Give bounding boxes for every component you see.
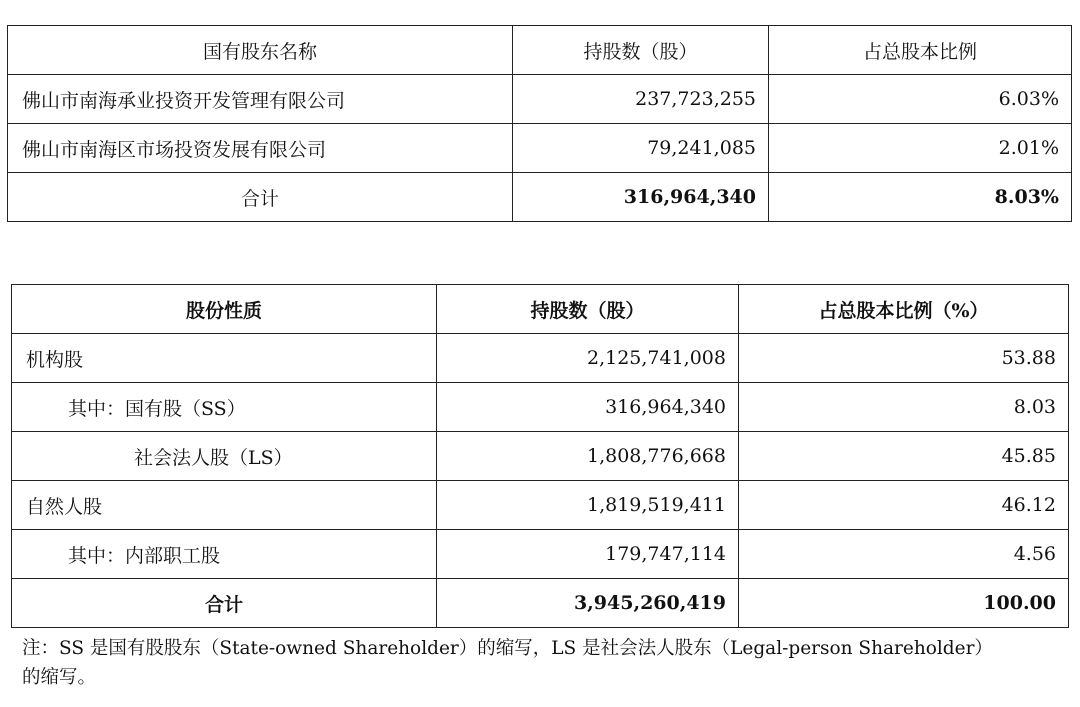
ratio-value: 4.56 (739, 530, 1069, 579)
ratio-value: 2.01% (769, 124, 1072, 173)
column-header-share-nature: 股份性质 (12, 285, 437, 334)
column-header-shares: 持股数（股） (513, 26, 769, 75)
table-total-row (8, 173, 1072, 222)
total-shares: 3,945,260,419 (437, 579, 739, 628)
shares-value: 2,125,741,008 (437, 334, 739, 383)
ratio-value: 45.85 (739, 432, 1069, 481)
shareholder-name: 佛山市南海区市场投资发展有限公司 (8, 124, 513, 173)
total-shares: 316,964,340 (513, 173, 769, 222)
share-nature-label: 自然人股 (12, 481, 437, 530)
share-nature-label: 其中：内部职工股 (12, 530, 437, 579)
share-nature-label: 社会法人股（LS） (12, 432, 437, 481)
total-ratio: 8.03% (769, 173, 1072, 222)
column-header-ratio: 占总股本比例 (769, 26, 1072, 75)
footnote-line: 注：SS 是国有股股东（State-owned Shareholder）的缩写，LS 是社会法人股东（Legal-person Shareholder） (22, 638, 993, 659)
shares-value: 237,723,255 (513, 75, 769, 124)
shares-value: 179,747,114 (437, 530, 739, 579)
total-label: 合计 (12, 579, 437, 628)
share-nature-label: 其中：国有股（SS） (12, 383, 437, 432)
total-ratio: 100.00 (739, 579, 1069, 628)
footnote (22, 634, 1062, 692)
column-header-ratio-percent: 占总股本比例（%） (739, 285, 1069, 334)
table-row (12, 334, 1069, 383)
table-total-row (12, 579, 1069, 628)
share-nature-label: 机构股 (12, 334, 437, 383)
column-header-shares: 持股数（股） (437, 285, 739, 334)
share-nature-table (11, 284, 1069, 628)
table-row (12, 383, 1069, 432)
shares-value: 316,964,340 (437, 383, 739, 432)
table-header-row (8, 26, 1072, 75)
shareholder-name: 佛山市南海承业投资开发管理有限公司 (8, 75, 513, 124)
table-row (12, 481, 1069, 530)
footnote-line: 的缩写。 (22, 667, 97, 688)
state-shareholders-table (7, 25, 1072, 222)
total-label: 合计 (8, 173, 513, 222)
column-header-shareholder-name: 国有股东名称 (8, 26, 513, 75)
table-row (8, 75, 1072, 124)
ratio-value: 46.12 (739, 481, 1069, 530)
ratio-value: 6.03% (769, 75, 1072, 124)
ratio-value: 53.88 (739, 334, 1069, 383)
table-row (8, 124, 1072, 173)
ratio-value: 8.03 (739, 383, 1069, 432)
shares-value: 1,808,776,668 (437, 432, 739, 481)
table-header-row (12, 285, 1069, 334)
table-row (12, 432, 1069, 481)
shares-value: 79,241,085 (513, 124, 769, 173)
table-row (12, 530, 1069, 579)
shares-value: 1,819,519,411 (437, 481, 739, 530)
